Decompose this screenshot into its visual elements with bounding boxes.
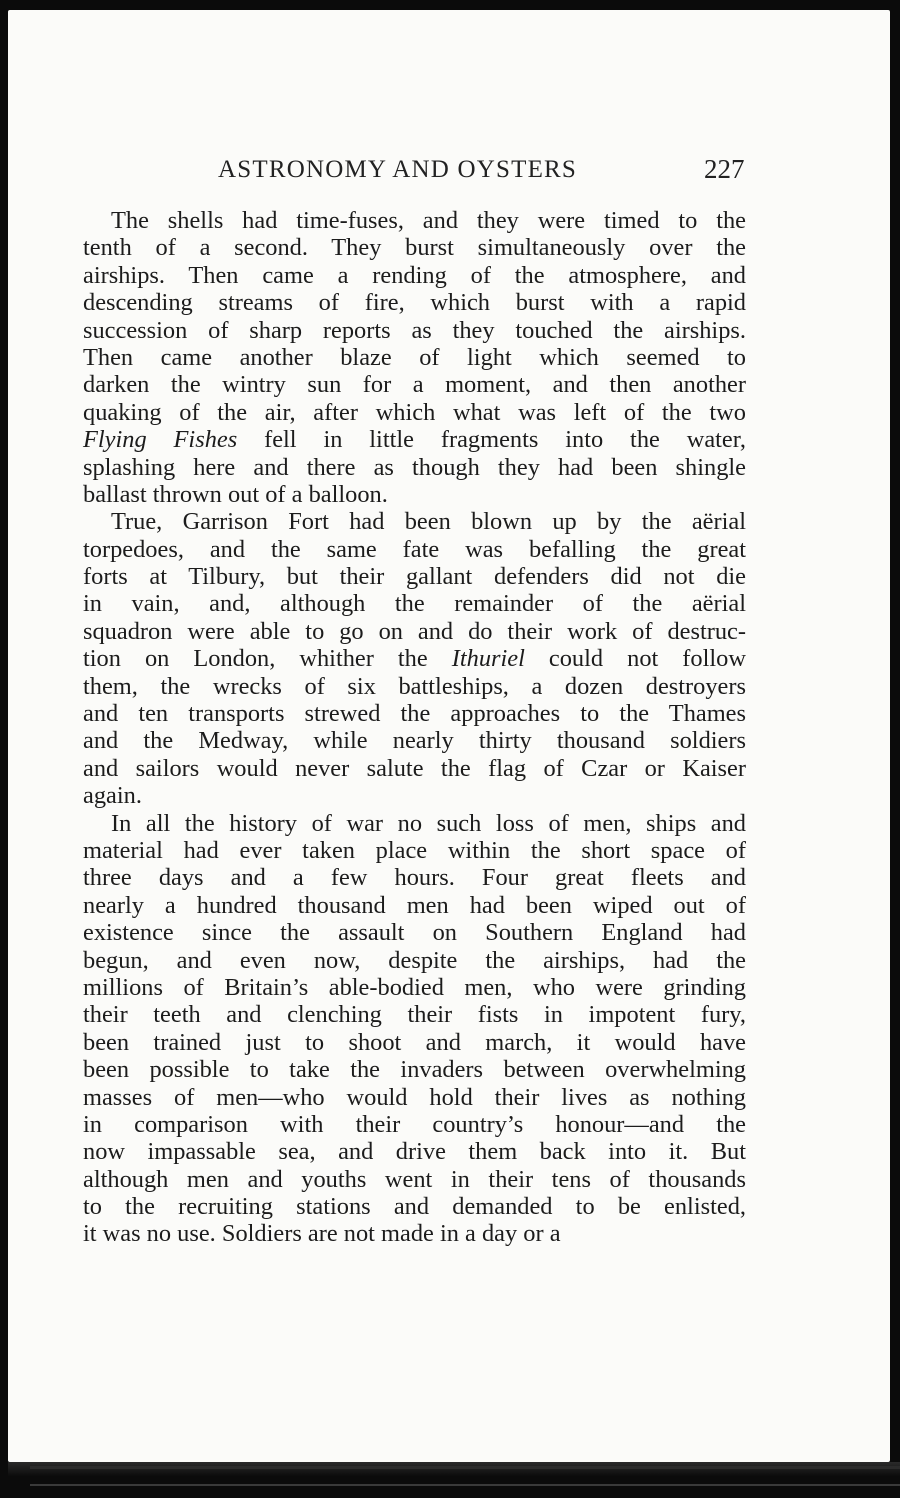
text-line: although men and youths went in their tens of thousands	[83, 1165, 746, 1193]
text-line: to the recruiting stations and demanded to be enlisted,	[83, 1193, 746, 1221]
text-line: them, the wrecks of six battleships, a dozen destroyers	[83, 672, 746, 700]
text-line: nearly a hundred thousand men had been wiped out of	[83, 891, 746, 919]
scan-edge-line	[30, 1466, 900, 1469]
text-line: splashing here and there as though they had been shingle	[83, 453, 746, 481]
text-line: existence since the assault on Southern England had	[83, 919, 746, 947]
text-line: airships. Then came a rending of the atmosphere, and	[83, 261, 746, 289]
text-line: and ten transports strewed the approaches to the Thames	[83, 700, 746, 728]
text-line: and the Medway, while nearly thirty thousand soldiers	[83, 727, 746, 755]
text-line: Then came another blaze of light which seemed to	[83, 343, 746, 371]
running-head: ASTRONOMY AND OYSTERS	[218, 156, 578, 183]
text-line: quaking of the air, after which what was left of the two	[83, 398, 746, 426]
text-line: and sailors would never salute the flag of Czar or Kaiser	[83, 754, 746, 782]
text-line: millions of Britain’s able-bodied men, who were grinding	[83, 973, 746, 1001]
text-line: material had ever taken place within the short space of	[83, 836, 746, 864]
text-line: torpedoes, and the same fate was befalling the great	[83, 535, 746, 563]
scan-edge-line	[30, 1484, 900, 1486]
text-line: descending streams of fire, which burst with a rapid	[83, 289, 746, 317]
text-line: Flying Fishes fell in little fragments into the water,	[83, 426, 746, 454]
text-line: tenth of a second. They burst simultaneously over the	[83, 234, 746, 262]
paragraph	[83, 508, 746, 809]
text-line: in comparison with their country’s honour—and the	[83, 1110, 746, 1138]
text-line: begun, and even now, despite the airships, had the	[83, 946, 746, 974]
text-line: again.	[83, 782, 142, 810]
text-line: three days and a few hours. Four great fleets and	[83, 864, 746, 892]
text-line: their teeth and clenching their fists in impotent fury,	[83, 1001, 746, 1029]
text-line: tion on London, whither the Ithuriel could not follow	[83, 645, 746, 673]
page-header	[0, 152, 900, 192]
body-text	[83, 207, 746, 1248]
text-line: forts at Tilbury, but their gallant defenders did not die	[83, 563, 746, 591]
text-line: darken the wintry sun for a moment, and then another	[83, 371, 746, 399]
text-line: True, Garrison Fort had been blown up by the aërial	[111, 508, 746, 536]
text-line: squadron were able to go on and do their work of destruc-	[83, 617, 746, 645]
text-line: been possible to take the invaders between overwhelming	[83, 1056, 746, 1084]
paragraph	[83, 810, 746, 1248]
text-line: succession of sharp reports as they touched the airships.	[83, 316, 746, 344]
text-line: it was no use. Soldiers are not made in a day or a	[83, 1220, 561, 1248]
italic-title: Flying Fishes	[83, 426, 238, 454]
text-line: now impassable sea, and drive them back into it. But	[83, 1138, 746, 1166]
text-line: been trained just to shoot and march, it would have	[83, 1028, 746, 1056]
text-line: ballast thrown out of a balloon.	[83, 480, 388, 508]
text-line: masses of men—who would hold their lives as nothing	[83, 1083, 746, 1111]
text-line: In all the history of war no such loss of men, ships and	[111, 809, 746, 837]
text-line: The shells had time-fuses, and they were timed to the	[111, 207, 746, 234]
text-line: in vain, and, although the remainder of the aërial	[83, 590, 746, 618]
paragraph	[83, 207, 746, 508]
italic-title: Ithuriel	[451, 645, 525, 673]
page-number: 227	[704, 154, 745, 184]
